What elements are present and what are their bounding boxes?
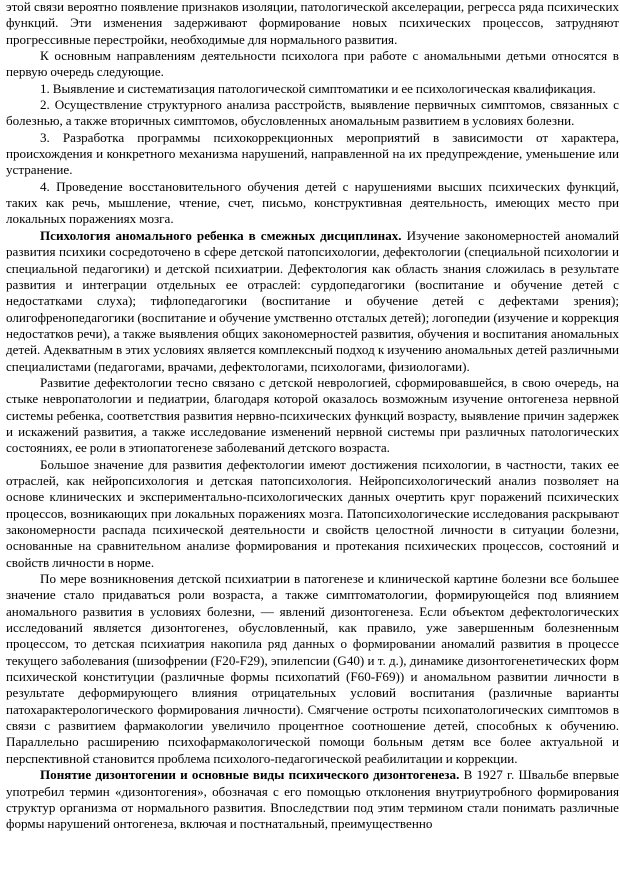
list-item-1 bbox=[6, 81, 620, 97]
section-heading: Психология аномального ребенка в смежных дисциплинах. bbox=[40, 227, 402, 243]
section-related-disciplines bbox=[6, 228, 620, 375]
list-item-text: 1. Выявление и систематизация патологической симптоматики и ее психологическая квалификация. bbox=[40, 80, 596, 96]
list-item-text: 2. Осуществление структурного анализа расстройств, выявление первичных симптомов, связанных с болезнью, а также вторичных симптомов, обусловленных аномальным развитием в условиях болезни. bbox=[6, 97, 619, 129]
section-heading: Понятие дизонтогении и основные виды психического дизонтогенеза. bbox=[40, 767, 460, 783]
paragraph-text: По мере возникновения детской психиатрии в патогенезе и клинической картине болезни все большее значение стало придаваться роли возраста, а также симптоматологии, формирующейся под влиянием аномального развития в условиях болезни, — явлений дизонтогенеза. Если объектом дефектологических исследований является дизонтогенез, обусловленный, как правило, уже завершенным болезненным процессом, то детская психиатрия накопила ряд данных о формировании аномалий развития в процессе текущего заболевания (шизофрении (F20-F29), эпилепсии (G40) и т. д.), динамике дизонтогенетических форм психической конституции (различные формы психопатий (F60-F69)) и аномальном развитии личности в результате деформирующего влияния отрицательных условий воспитания (различные варианты патохарактерологического формирования личности). Смягчение остроты психопатологических симптомов в связи с развитием фармакологии увеличило процентное соотношение детей, способных к обучению. Параллельно расширению психофармакологической помощи больным детям все более актуальной и перспективной становится проблема психолого-педагогической реабилитации и коррекции. bbox=[6, 571, 619, 766]
section-dysontogenesis bbox=[6, 767, 620, 832]
list-item-text: 4. Проведение восстановительного обучения детей с нарушениями высших психических функций, таких как речь, мышление, чтение, счет, письмо, конструктивная деятельность, имеющих место при локальных поражениях мозга. bbox=[6, 178, 619, 227]
list-item-4 bbox=[6, 179, 620, 228]
paragraph-text: К основным направлениям деятельности психолога при работе с аномальными детьми относятся в первую очередь следующие. bbox=[6, 48, 619, 80]
paragraph-psychology-achievements bbox=[6, 457, 620, 571]
list-item-2 bbox=[6, 97, 620, 130]
paragraph-text: Изучение закономерностей аномалий развития психики сосредоточено в сфере детской патопсихологии, дефектологии (специальной психологии и специальной педагогики) и детской психиатрии. Дефектология как область знания сложилась в результате развития и интеграции отдельных ее отраслей: сурдопедагогики (воспитание и обучение детей с недостатками слуха); тифлопедагогики (воспитание и обучение детей с дефектами зрения); олигофренопедагогики (воспитание и обучение умственно отсталых детей); логопедии (изучение и коррекция недостатков речи), а также выявления общих закономерностей развития, обучения и воспитания аномальных детей. Адекватным в этих условиях является комплексный подход к изучению аномальных детей различными специалистами (педагогами, врачами, дефектологами, психологами, физиологами). bbox=[6, 227, 619, 374]
paragraph-text: этой связи вероятно появление признаков изоляции, патологической акселерации, регресса ряда психических функций. Эти изменения задерживают формирование новых психических процессов, затрудняют прогрессивные перестройки, необходимые для нормального развития. bbox=[6, 0, 619, 47]
paragraph-main-directions bbox=[6, 48, 620, 81]
paragraph-defectology-neurology bbox=[6, 375, 620, 457]
list-item-text: 3. Разработка программы психокоррекционных мероприятий в зависимости от характера, происхождения и конкретного механизма нарушений, направленной на их предупреждение, уменьшение или устранение. bbox=[6, 129, 619, 178]
paragraph-text: Большое значение для развития дефектологии имеют достижения психологии, в частности, таких ее отраслей, как нейропсихология и детская патопсихология. Нейропсихологический анализ позволяет на основе клинических и экспериментально-психологических данных очертить круг поражений психических процессов, возникающих при локальных поражениях мозга. Патопсихологические исследования раскрывают закономерности распада психической деятельности и свойств целостной личности в ситуации болезни, основанные на сравнительном анализе формирования и протекания психических процессов, состояний и свойств личности в норме. bbox=[6, 456, 619, 570]
paragraph-text: Развитие дефектологии тесно связано с детской неврологией, сформировавшейся, в свою очередь, на стыке невропатологии и педиатрии, благодаря которой оказалось возможным изучение онтогенеза нервной системы ребенка, соответствия развития нервно-психических функций возрасту, выявление причин задержек и искажений развития, а также исследование изменений нервной системы при различных патологических состояниях, ее роли в этиопатогенезе заболеваний детского возраста. bbox=[6, 374, 619, 456]
paragraph-continuation bbox=[6, 0, 620, 48]
paragraph-text: В 1927 г. Швальбе впервые употребил термин «дизонтогения», обозначая с его помощью отклонения внутриутробного формирования структур организма от нормального развития. Впоследствии под этим термином стали понимать различные формы нарушений онтогенеза, включая и постнатальный, преимущественно bbox=[6, 767, 619, 832]
paragraph-child-psychiatry bbox=[6, 571, 620, 767]
list-item-3 bbox=[6, 130, 620, 179]
